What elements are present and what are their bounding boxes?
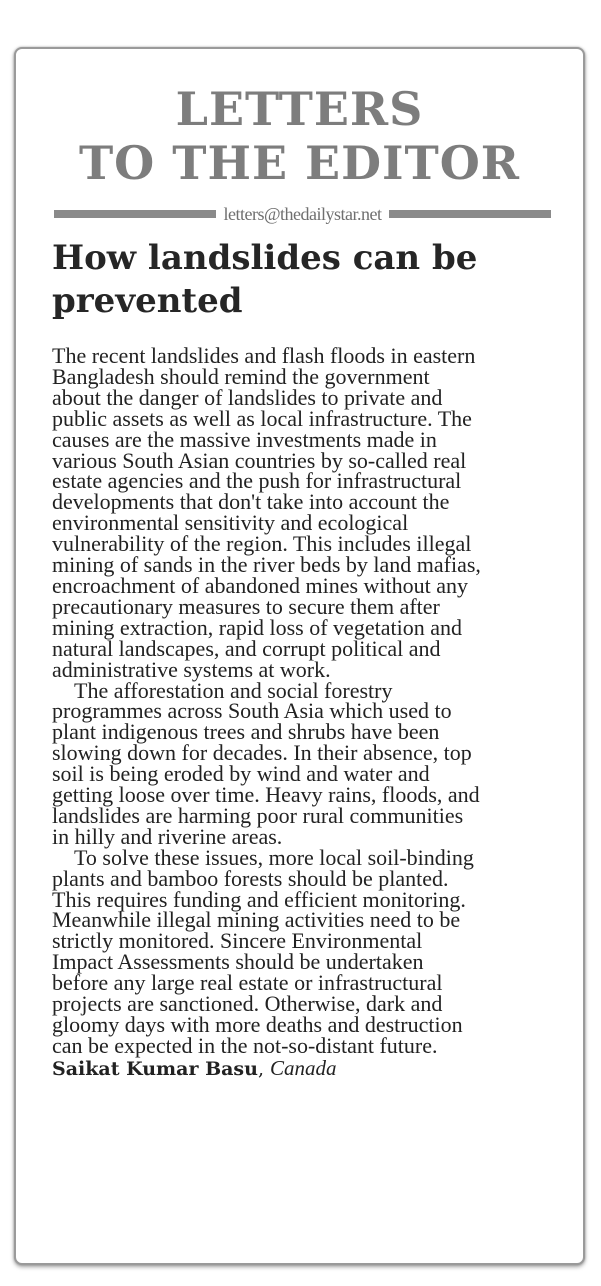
divider-right	[389, 210, 551, 218]
letter-headline: How landslides can be prevented	[52, 238, 478, 321]
letter-paragraph: The afforestation and social forestry programmes across South Asia which used to plant indigenous trees and shrubs have been slowing down for decades. In their absence, top soil is being eroded by wind and water and getting loose over time. Heavy rains, floods, and landslides are harming poor rural communities in hilly and riverine areas.	[52, 677, 480, 849]
section-title-line1: LETTERS	[175, 82, 424, 136]
letter-paragraph: To solve these issues, more local soil-binding plants and bamboo forests should be planted. This requires funding and efficient monitoring. Meanwhile illegal mining activities need to be strictly monitored. Sincere Environmental Impact Assessments should be undertaken before any large real estate or infrastructural projects are sanctioned. Otherwise, dark and gloomy days with more deaths and destruction can be expected in the not-so-distant future.	[52, 844, 474, 1058]
section-title-line2: TO THE EDITOR	[78, 136, 521, 190]
letter-signature: Saikat Kumar Basu, Canada	[52, 1055, 337, 1080]
letter-paragraph: The recent landslides and flash floods in eastern Bangladesh should remind the government about the danger of landslides to private and public assets as well as local infrastructure. The causes are the massive investments made in various South Asian countries by so-called real estate agencies and the push for infrastructural developments that don't take into account the environmental sensitivity and ecological vulnerability of the region. This includes illegal mining of sands in the river beds by land mafias, encroachment of abandoned mines without any precautionary measures to secure them after mining extraction, rapid loss of vegetation and natural landscapes, and corrupt political and administrative systems at work.	[52, 343, 481, 682]
letters-column-card	[14, 47, 585, 1265]
divider-left	[54, 210, 216, 218]
letter-body	[52, 343, 572, 1080]
author-location: Canada	[270, 1055, 337, 1080]
author-name: Saikat Kumar Basu	[52, 1057, 258, 1080]
editor-email[interactable]: letters@thedailystar.net	[223, 203, 382, 224]
email-row	[54, 203, 551, 225]
